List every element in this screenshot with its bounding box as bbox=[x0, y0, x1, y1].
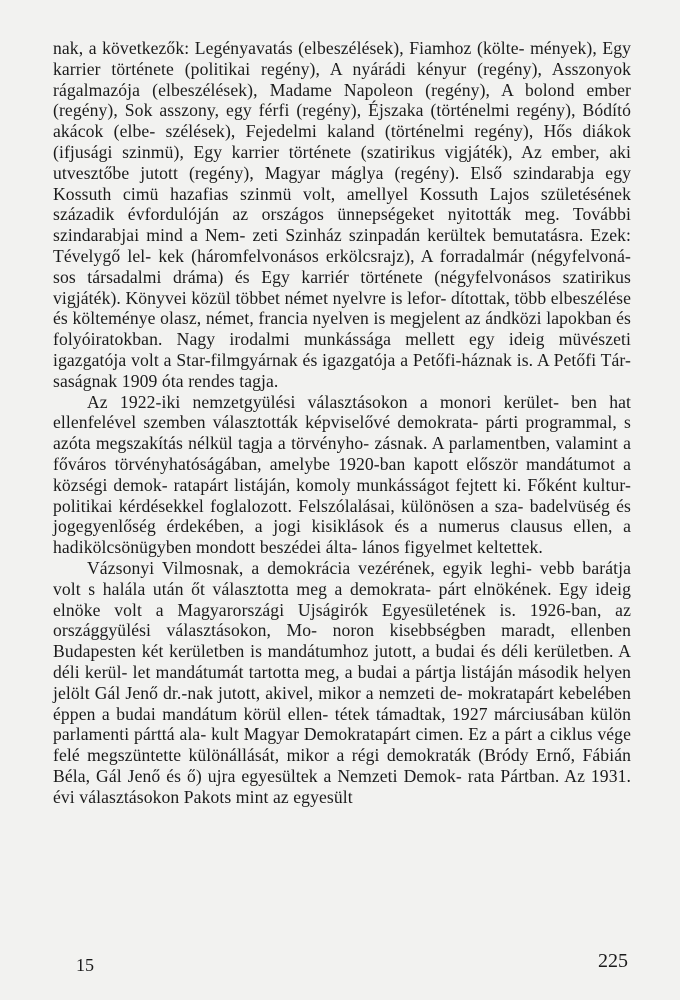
signature-mark: 15 bbox=[76, 955, 94, 975]
paragraph-2: Az 1922-iki nemzetgyülési választásokon a monori kerület- ben hat ellenfelével szemben választották képviselővé demokrata- párti programmal, s azóta megszakítás nélkül tagja a törvényho- zásnak. A parlamentben, valamint a főváros törvényhatóságában, amelybe 1920-ban kapott először mandátumot a községi demok- ratapárt listáján, komoly munkásságot fejtett ki. Főként kultur- politikai kérdésekkel foglalozott. Felszólalásai, különösen a sza- badelvüség és jogegyenlőség érdekében, a jogi kisiklások és a numerus clausus ellen, a hadikölcsönügyben mondott beszédei álta- lános figyelmet keltettek. bbox=[53, 391, 631, 558]
paragraph-1: nak, a következők: Legényavatás (elbeszélések), Fiamhoz (költe- mények), Egy karrier története (politikai regény), A nyárádi kényur (regény), Asszonyok rágalmazója (elbeszélések), Madame Napoleon (regény), A bolond ember (regény), Sok asszony, egy férfi (regény), Éjszaka (történelmi regény), Bódító akácok (elbe- szélések), Fejedelmi kaland (történelmi regény), Hős diákok (ifjusági szinmü), Egy karrier története (szatirikus vigjáték), Az ember, aki utvesztőbe jutott (regény), Magyar máglya (regény). Első szindarabja egy Kossuth cimü hazafias szinmü volt, amellyel Kossuth Lajos születésének századik évfordulóján az országos ünnepségeket nyitották meg. További szindarabjai mind a Nem- zeti Szinház szinpadán kerültek bemutatásra. Ezek: Tévelygő lel- kek (háromfelvonásos erkölcsrajz), A forradalmár (négyfelvoná- sos társadalmi dráma) és Egy karriér története (négyfelvonásos szatirikus vigjáték). Könyvei közül többet német nyelvre is lefor- dítottak, több elbeszélése és költeménye olasz, német, francia nyelven is megjelent az ándközi lapokban és folyóiratokban. Nagy irodalmi munkássága mellett egy ideig müvészeti igazgatója volt a Star-filmgyárnak és igazgatója a Petőfi-háznak is. A Petőfi Tár- saságnak 1909 óta rendes tagja. bbox=[53, 38, 631, 391]
page-number: 225 bbox=[598, 950, 628, 972]
body-text bbox=[53, 38, 631, 807]
paragraph-3: Vázsonyi Vilmosnak, a demokrácia vezérének, egyik leghi- vebb barátja volt s halála után őt választotta meg a demokrata- párt elnökének. Egy ideig elnöke volt a Magyarországi Ujságirók Egyesületének is. 1926-ban, az országgyülési választásokon, Mo- noron kisebbségben maradt, ellenben Budapesten két kerületben is mandátumhoz jutott, a budai és déli kerületben. A déli kerül- let mandátumát tartotta meg, a budai a pártja listáján második helyen jelölt Gál Jenő dr.-nak jutott, akivel, mikor a nemzeti de- mokratapárt kebelében éppen a budai mandátum körül ellen- tétek támadtak, 1927 márciusában külön parlamenti párttá ala- kult Magyar Demokratapárt cimen. Ez a párt a ciklus vége felé megszüntette különállását, mikor a régi demokraták (Bródy Ernő, Fábián Béla, Gál Jenő és ő) ujra egyesültek a Nemzeti Demok- rata Pártban. Az 1931. évi választásokon Pakots mint az egyesült bbox=[53, 557, 631, 807]
